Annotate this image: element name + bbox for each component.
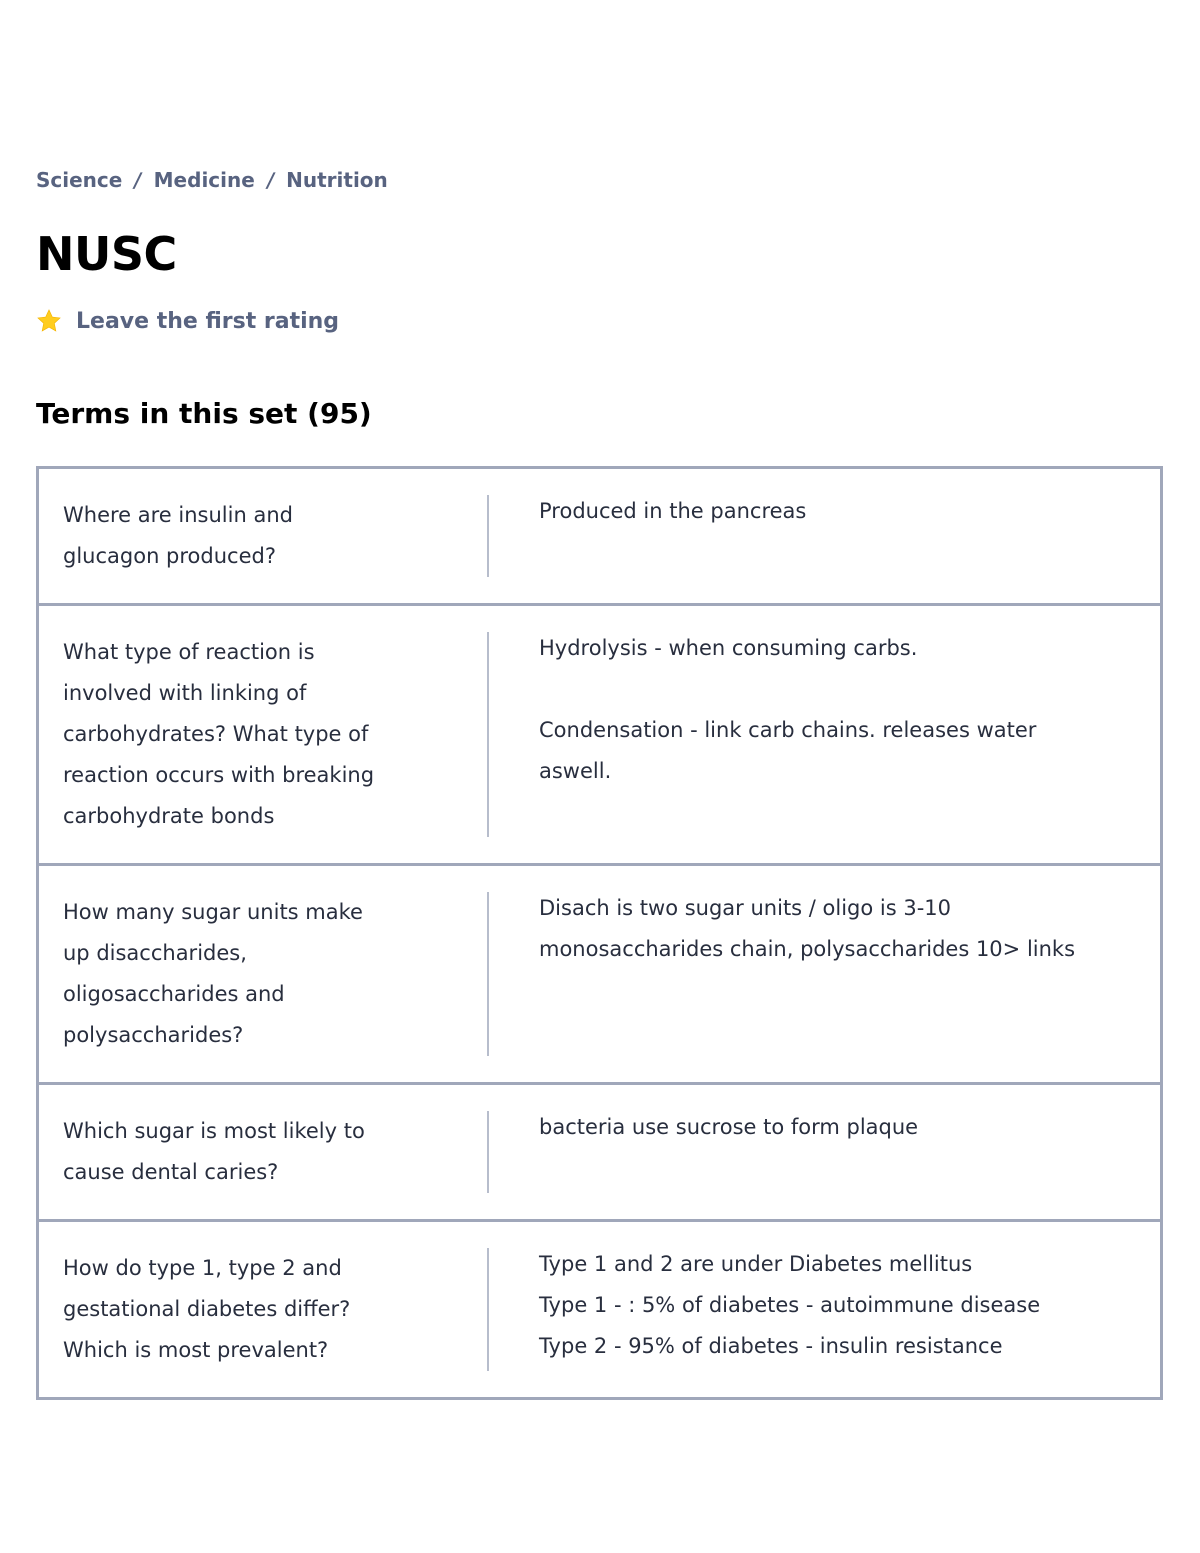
- rating-label: Leave the first rating: [76, 308, 340, 334]
- breadcrumb-separator: /: [264, 168, 277, 192]
- breadcrumb-item-nutrition[interactable]: Nutrition: [286, 168, 388, 192]
- star-icon: [36, 308, 62, 334]
- term-text: Which sugar is most likely to cause dental caries?: [39, 1111, 489, 1193]
- breadcrumb-separator: /: [132, 168, 144, 192]
- term-card: [36, 469, 1163, 606]
- definition-text: bacteria use sucrose to form plaque: [539, 1115, 919, 1139]
- page: [36, 160, 1165, 1400]
- breadcrumb: [36, 160, 1165, 200]
- terms-list: [36, 466, 1163, 1400]
- definition-text: Type 1 and 2 are under Diabetes mellitus Type 1 - : 5% of diabetes - autoimmune disease Type 2 - 95% of diabetes - insulin resistance: [539, 1252, 1041, 1358]
- term-text: What type of reaction is involved with linking of carbohydrates? What type of reaction occurs with breaking carbohydrate bonds: [39, 632, 489, 837]
- terms-heading: Terms in this set (95): [36, 397, 372, 430]
- breadcrumb-item-science[interactable]: Science: [36, 168, 123, 192]
- term-text: How do type 1, type 2 and gestational diabetes differ? Which is most prevalent?: [39, 1248, 489, 1371]
- term-card: [36, 1085, 1163, 1222]
- term-text: Where are insulin and glucagon produced?: [39, 495, 489, 577]
- term-card: [36, 606, 1163, 866]
- term-card: [36, 1222, 1163, 1400]
- definition-text: Disach is two sugar units / oligo is 3-10 monosaccharides chain, polysaccharides 10> links: [539, 896, 1076, 961]
- page-title: NUSC: [36, 227, 177, 281]
- leave-rating-button[interactable]: [36, 308, 1165, 334]
- term-card: [36, 866, 1163, 1085]
- definition-text: Hydrolysis - when consuming carbs. Condensation - link carb chains. releases water aswell.: [539, 636, 1037, 783]
- breadcrumb-item-medicine[interactable]: Medicine: [153, 168, 255, 192]
- definition-text: Produced in the pancreas: [539, 499, 807, 523]
- term-text: How many sugar units make up disaccharides, oligosaccharides and polysaccharides?: [39, 892, 489, 1056]
